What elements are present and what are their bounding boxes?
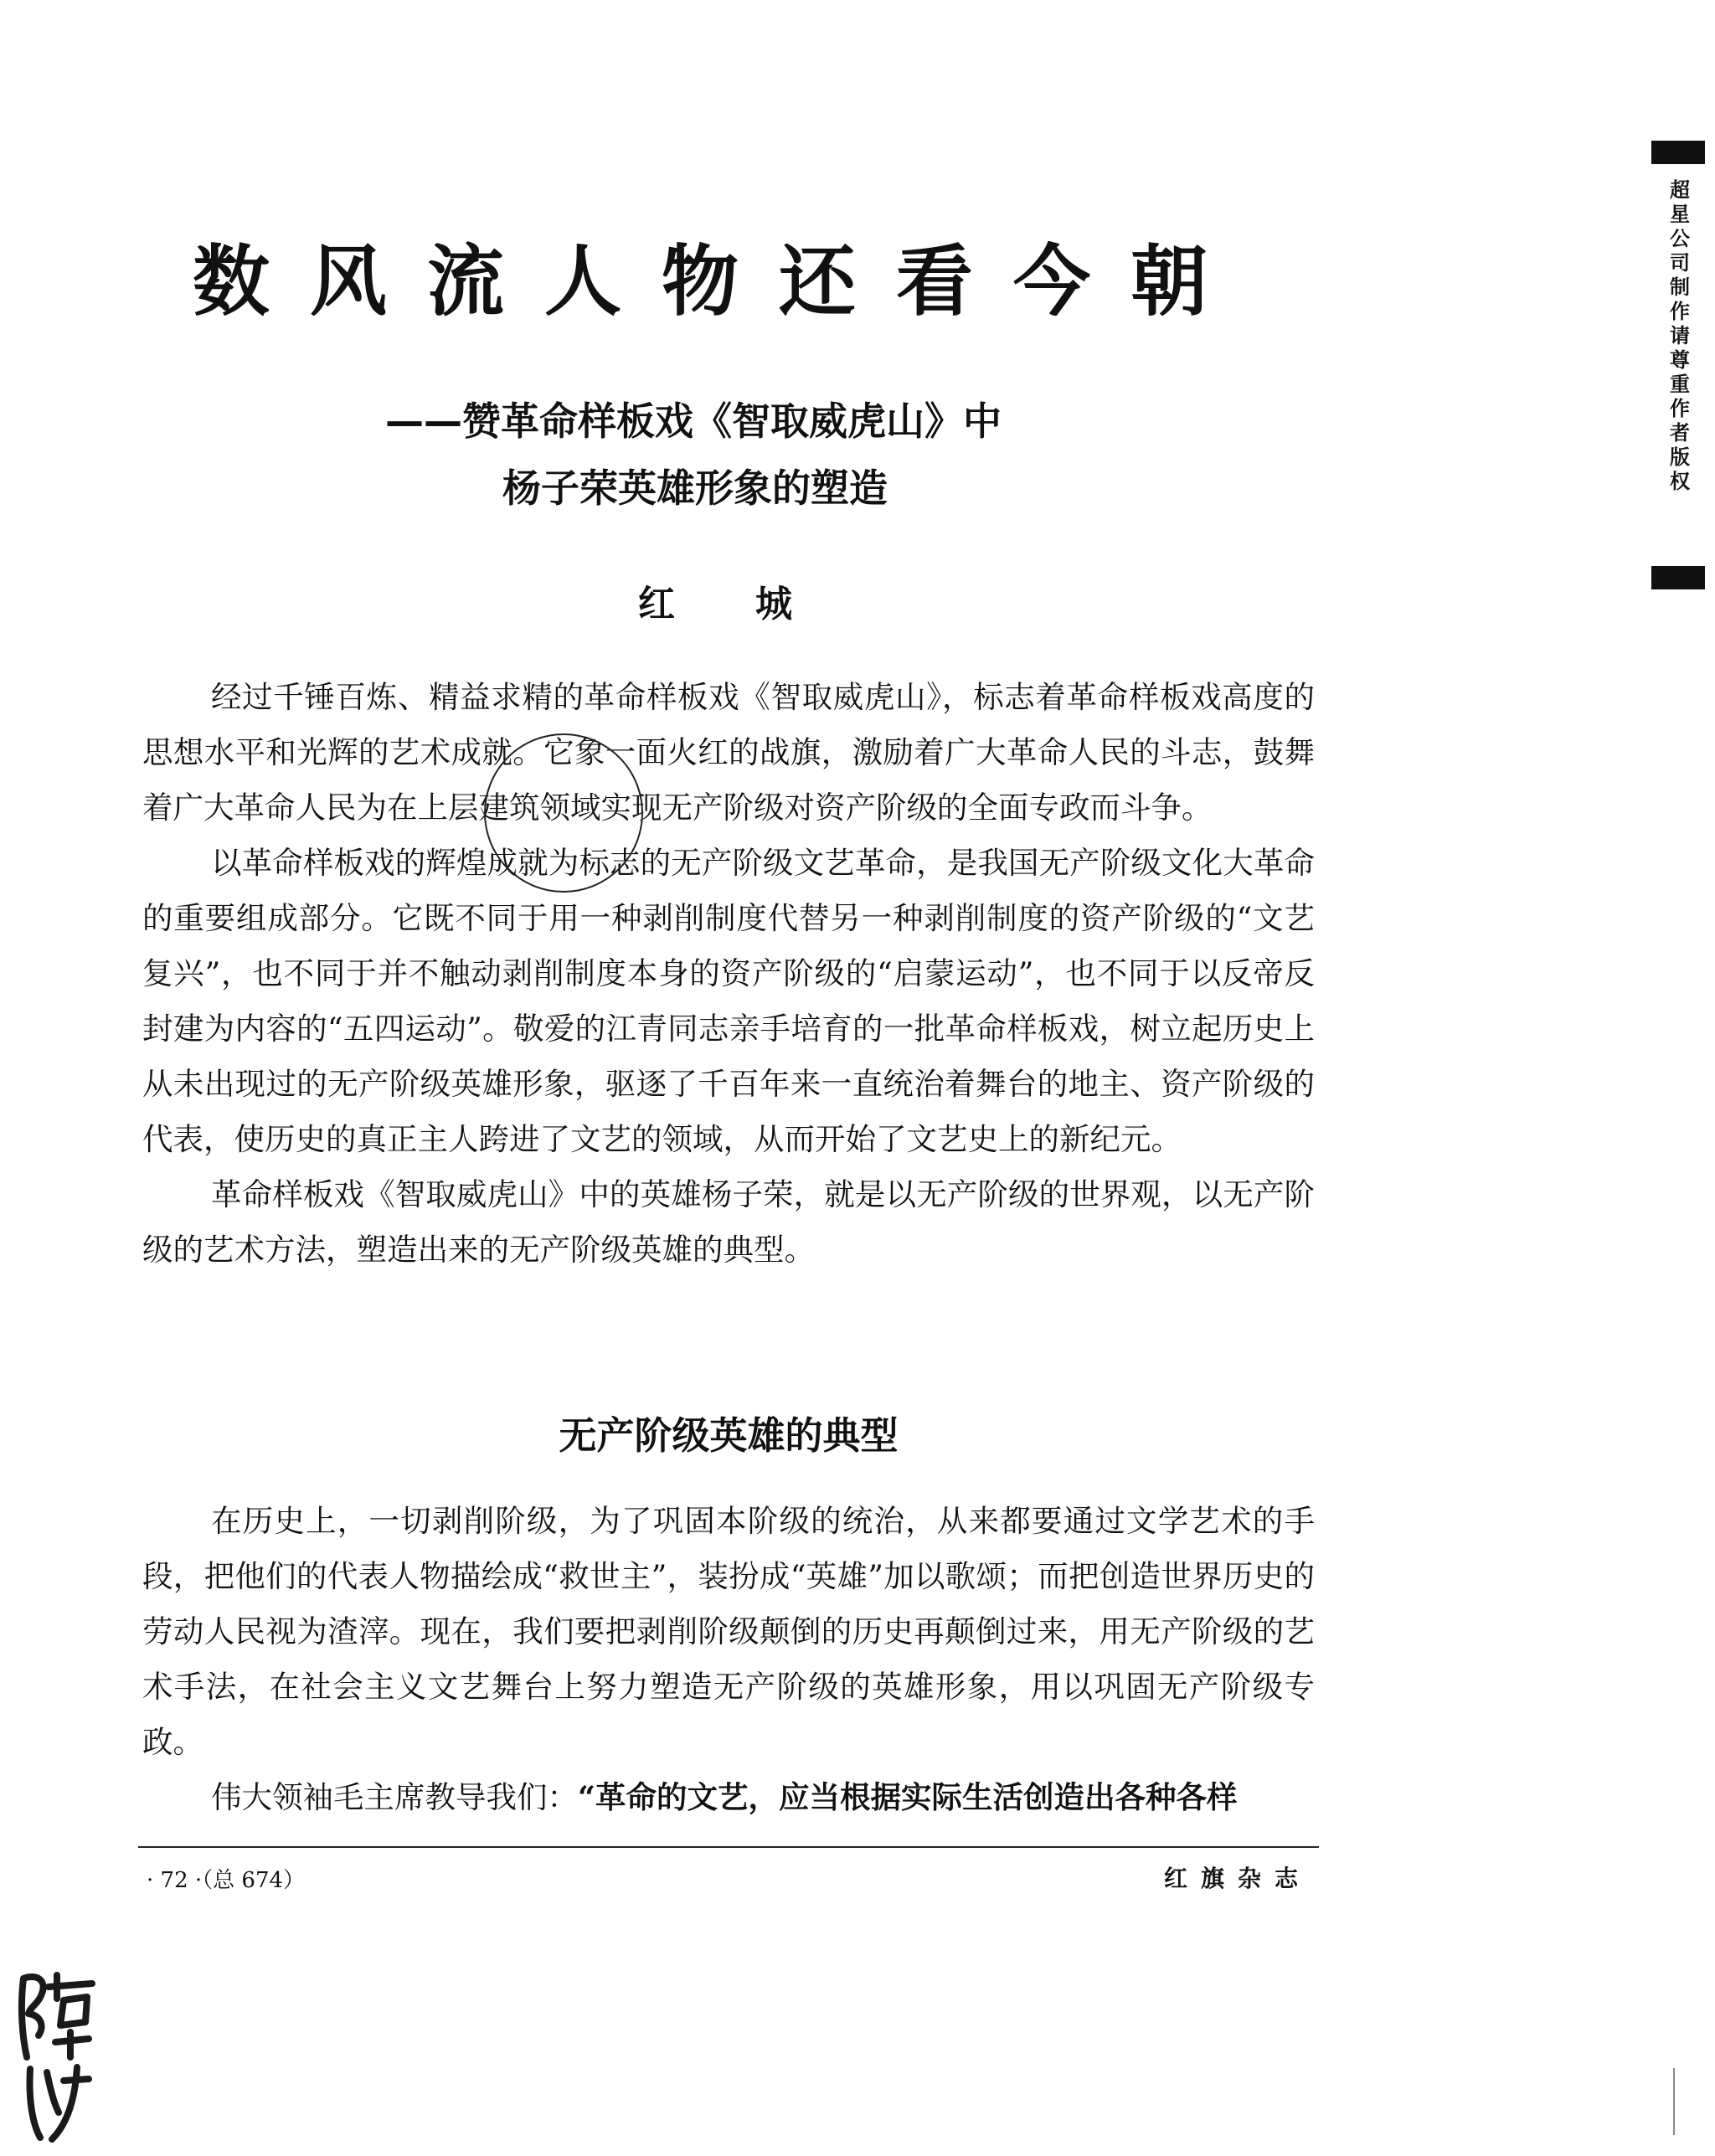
section-text <box>142 1494 1315 1825</box>
article-subtitle-line1: ——赞革命样板戏《智取威虎山》中 <box>385 399 1002 444</box>
paragraph-3: 革命样板戏《智取威虎山》中的英雄杨子荣，就是以无产阶级的世界观，以无产阶级的艺术方法，塑造出来的无产阶级英雄的典型。 <box>142 1176 1315 1268</box>
section-heading: 无产阶级英雄的典型 <box>559 1413 899 1458</box>
paragraph-2: 以革命样板戏的辉煌成就为标志的无产阶级文艺革命，是我国无产阶级文化大革命的重要组成部分。它既不同于用一种剥削制度代替另一种剥削制度的资产阶级的“文艺复兴”，也不同于并不触动剥削制度本身的资产阶级的“启蒙运动”，也不同于以反帝反封建为内容的“五四运动”。敬爱的江青同志亲手培育的一批革命样板戏，树立起历史上从未出现过的无产阶级英雄形象，驱逐了千百年来一直统治着舞台的地主、资产阶级的代表，使历史的真正主人跨进了文艺的领域，从而开始了文艺史上的新纪元。 <box>142 845 1315 1157</box>
mao-quote: “革命的文艺，应当根据实际生活创造出各种各样 <box>578 1779 1238 1815</box>
copyright-notice: 超星公司制作请尊重作者版权 <box>1670 178 1690 493</box>
page-number: · 72 ·（总 674） <box>147 1868 306 1893</box>
intro-text <box>142 670 1315 1278</box>
copyright-margin-strip <box>1651 141 1705 593</box>
scan-artifact-line <box>1673 2068 1675 2135</box>
paragraph-1: 经过千锤百炼、精益求精的革命样板戏《智取威虎山》，标志着革命样板戏高度的思想水平和光辉的艺术成就。它象一面火红的战旗，激励着广大革命人民的斗志，鼓舞着广大革命人民为在上层建筑领域实现无产阶级对资产阶级的全面专政而斗争。 <box>142 679 1315 826</box>
footer-rule <box>138 1846 1319 1848</box>
article-subtitle-line2: 杨子荣英雄形象的塑造 <box>502 466 888 511</box>
seal-stamp-icon <box>12 1963 100 2148</box>
quote-lead: 伟大领袖毛主席教导我们： <box>211 1779 578 1815</box>
margin-block-bottom <box>1651 566 1705 589</box>
margin-block-top <box>1651 141 1705 164</box>
paragraph-5 <box>142 1770 1315 1825</box>
article-author: 红城 <box>638 583 873 625</box>
article-title: 数风流人物还看今朝 <box>193 236 1249 327</box>
journal-name: 红旗杂志 <box>1164 1865 1312 1892</box>
hand-drawn-circle <box>484 733 643 893</box>
paragraph-4: 在历史上，一切剥削阶级，为了巩固本阶级的统治，从来都要通过文学艺术的手段，把他们的代表人物描绘成“救世主”，装扮成“英雄”加以歌颂；而把创造世界历史的劳动人民视为渣滓。现在，我们要把剥削阶级颠倒的历史再颠倒过来，用无产阶级的艺术手法，在社会主义文艺舞台上努力塑造无产阶级的英雄形象，用以巩固无产阶级专政。 <box>142 1503 1315 1760</box>
